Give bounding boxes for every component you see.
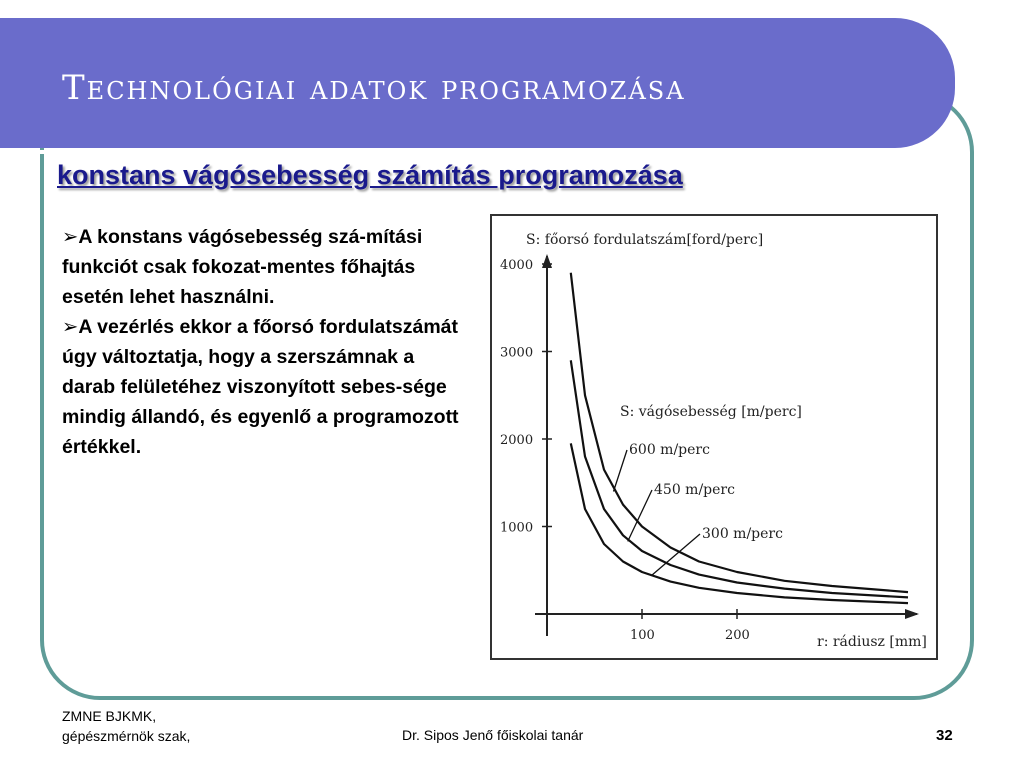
bullet-list <box>62 222 472 462</box>
chart-xlabel: r: rádiusz [mm] <box>817 634 927 650</box>
x-tick-label: 200 <box>725 628 750 643</box>
x-axis-arrow-icon <box>905 609 919 619</box>
y-axis-arrow-icon <box>542 254 552 268</box>
bullet-text-2: A vezérlés ekkor a főorsó fordulatszámát úgy változtatja, hogy a szerszámnak a darab felületéhez viszonyított sebes-sége mindig állandó, és egyenlő a programozott értékkel. <box>62 316 459 458</box>
y-tick-label: 1000 <box>500 520 534 536</box>
series-leader-line <box>614 450 628 492</box>
arrow-bullet-icon: ➢ <box>62 316 79 338</box>
bullet-text-1: A konstans vágósebesség szá-mítási funkciót csak fokozat-mentes főhajtás esetén lehet használni. <box>62 226 423 308</box>
series-line-1 <box>571 273 908 592</box>
page-number: 32 <box>936 727 953 744</box>
footer-institution <box>62 706 190 746</box>
title-underline <box>0 150 905 154</box>
slide-subtitle: konstans vágósebesség számítás programozása <box>57 160 683 190</box>
series-label-2: 450 m/perc <box>654 482 735 498</box>
x-tick-label: 100 <box>630 628 655 643</box>
slide-title: Technológiai adatok programozása <box>62 68 686 108</box>
series-line-2 <box>571 360 908 597</box>
y-tick-label: 2000 <box>500 433 534 448</box>
bullet-item-1 <box>62 222 472 312</box>
y-tick-label: 4000 <box>500 258 534 273</box>
footer-line-2: gépészmérnök szak, <box>62 728 191 744</box>
bullet-item-2 <box>62 312 472 462</box>
chart-canvas <box>492 216 936 658</box>
title-band <box>0 18 955 148</box>
chart-legend-title: S: vágósebesség [m/perc] <box>620 404 802 420</box>
spindle-speed-chart <box>490 214 938 660</box>
footer-line-1: ZMNE BJKMK, <box>62 708 157 724</box>
y-tick-label: 3000 <box>500 345 534 361</box>
footer-author: Dr. Sipos Jenő főiskolai tanár <box>402 727 584 743</box>
series-label-3: 300 m/perc <box>702 526 783 542</box>
series-label-1: 600 m/perc <box>629 442 710 458</box>
chart-ylabel: S: főorsó fordulatszám[ford/perc] <box>526 232 764 248</box>
arrow-bullet-icon: ➢ <box>62 226 79 248</box>
